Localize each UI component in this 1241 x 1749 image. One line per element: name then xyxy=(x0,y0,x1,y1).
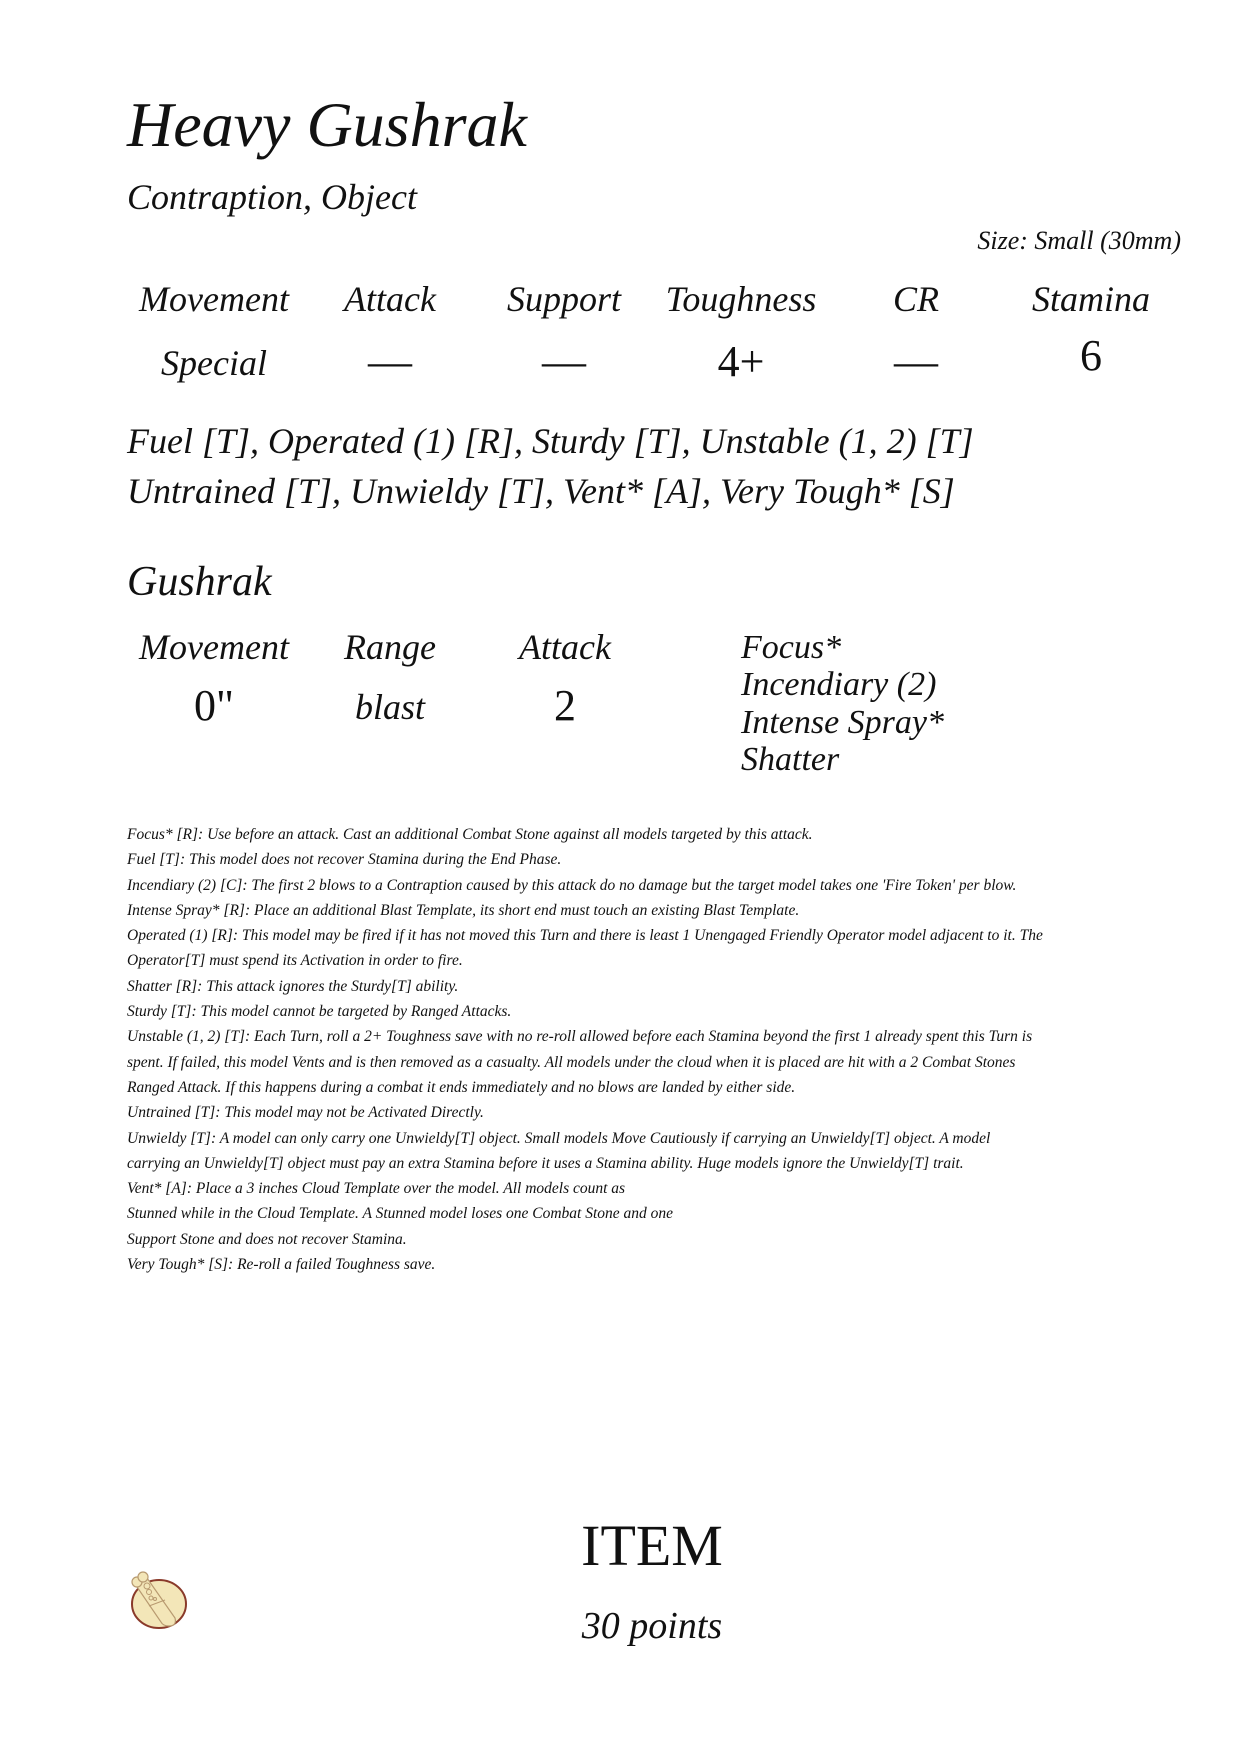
rule-entry: Unstable (1, 2) [T]: Each Turn, roll a 2+ Toughness save with no re-roll allowed before each Stamina beyond the first 1 already spent this Turn is spent. If failed, this model Vents and is then removed as a casualty. All models under the cloud when it is placed are hit with a 2 Combat Stones Ranged Attack. If this happens during a combat it ends immediately and no blows are landed by either side. xyxy=(127,1028,1033,1096)
rule-entry: Unwieldy [T]: A model can only carry one Unwieldy[T] object. Small models Move Cautiously if carrying an Unwieldy[T] object. A model carrying an Unwieldy[T] object must pay an extra Stamina before it uses a Stamina ability. Huge models ignore the Unwieldy[T] trait. xyxy=(127,1129,991,1172)
rule-entry: Shatter [R]: This attack ignores the Sturdy[T] ability. xyxy=(127,977,459,995)
weapon-value-movement: 0" xyxy=(194,681,234,730)
stat-header-support: Support xyxy=(506,279,621,319)
rule-entry: Operated (1) [R]: This model may be fired if it has not moved this Turn and there is least 1 Unengaged Friendly Operator model adjacent to it. The Operator[T] must spend its Activation in order to fire. xyxy=(127,927,1043,970)
weapon-header-range: Range xyxy=(344,627,436,667)
item-type: ITEM xyxy=(581,1513,723,1578)
rule-entry: Very Tough* [S]: Re-roll a failed Toughness save. xyxy=(127,1256,436,1274)
stat-value-movement: Special xyxy=(161,343,267,383)
rule-entry: Untrained [T]: This model may not be Activated Directly. xyxy=(127,1104,484,1122)
rule-entry: Intense Spray* [R]: Place an additional Blast Template, its short end must touch an existing Blast Template. xyxy=(127,901,800,919)
rule-entry: Stunned while in the Cloud Template. A Stunned model loses one Combat Stone and one xyxy=(127,1205,674,1223)
stat-value-attack: — xyxy=(368,337,412,386)
card-subtitle: Contraption, Object xyxy=(127,177,417,217)
stat-value-stamina: 6 xyxy=(1080,331,1102,380)
stat-header-stamina: Stamina xyxy=(1031,279,1150,319)
weapon-ability: Incendiary (2) xyxy=(741,666,937,703)
weapon-name: Gushrak xyxy=(127,559,272,605)
stat-value-toughness: 4+ xyxy=(717,337,765,386)
model-size: Size: Small (30mm) xyxy=(977,226,1181,255)
stat-value-support: — xyxy=(542,337,586,386)
rule-entry: Sturdy [T]: This model cannot be targeted by Ranged Attacks. xyxy=(127,1003,512,1021)
stat-header-toughness: Toughness xyxy=(665,279,817,319)
item-points: 30 points xyxy=(581,1605,723,1647)
traits-line: Untrained [T], Unwieldy [T], Vent* [A], Very Tough* [S] xyxy=(127,471,955,511)
rule-entry: Focus* [R]: Use before an attack. Cast an additional Combat Stone against all models targeted by this attack. xyxy=(127,826,813,843)
weapon-value-range: blast xyxy=(354,687,425,727)
weapon-value-attack: 2 xyxy=(554,681,576,730)
weapon-header-movement: Movement xyxy=(139,627,289,667)
rules-glossary xyxy=(127,822,1047,1277)
weapon-header-attack: Attack xyxy=(519,627,611,667)
weapon-ability: Intense Spray* xyxy=(741,704,945,741)
weapon-ability: Focus* xyxy=(741,629,842,666)
traits-line: Fuel [T], Operated (1) [R], Sturdy [T], Unstable (1, 2) [T] xyxy=(127,421,974,461)
card-title: Heavy Gushrak xyxy=(127,89,527,160)
stat-header-movement: Movement xyxy=(139,279,289,319)
stat-header-cr: CR xyxy=(892,279,939,319)
rule-entry: Support Stone and does not recover Stamina. xyxy=(127,1230,407,1248)
rule-entry: Incendiary (2) [C]: The first 2 blows to a Contraption caused by this attack do no damage but the target model takes one 'Fire Token' per blow. xyxy=(127,876,1017,894)
weapon-ability: Shatter xyxy=(741,741,840,778)
rule-entry: Fuel [T]: This model does not recover Stamina during the End Phase. xyxy=(127,851,562,869)
stat-header-attack: Attack xyxy=(344,279,436,319)
rule-entry: Vent* [A]: Place a 3 inches Cloud Template over the model. All models count as xyxy=(127,1180,626,1198)
stat-value-cr: — xyxy=(894,337,938,386)
